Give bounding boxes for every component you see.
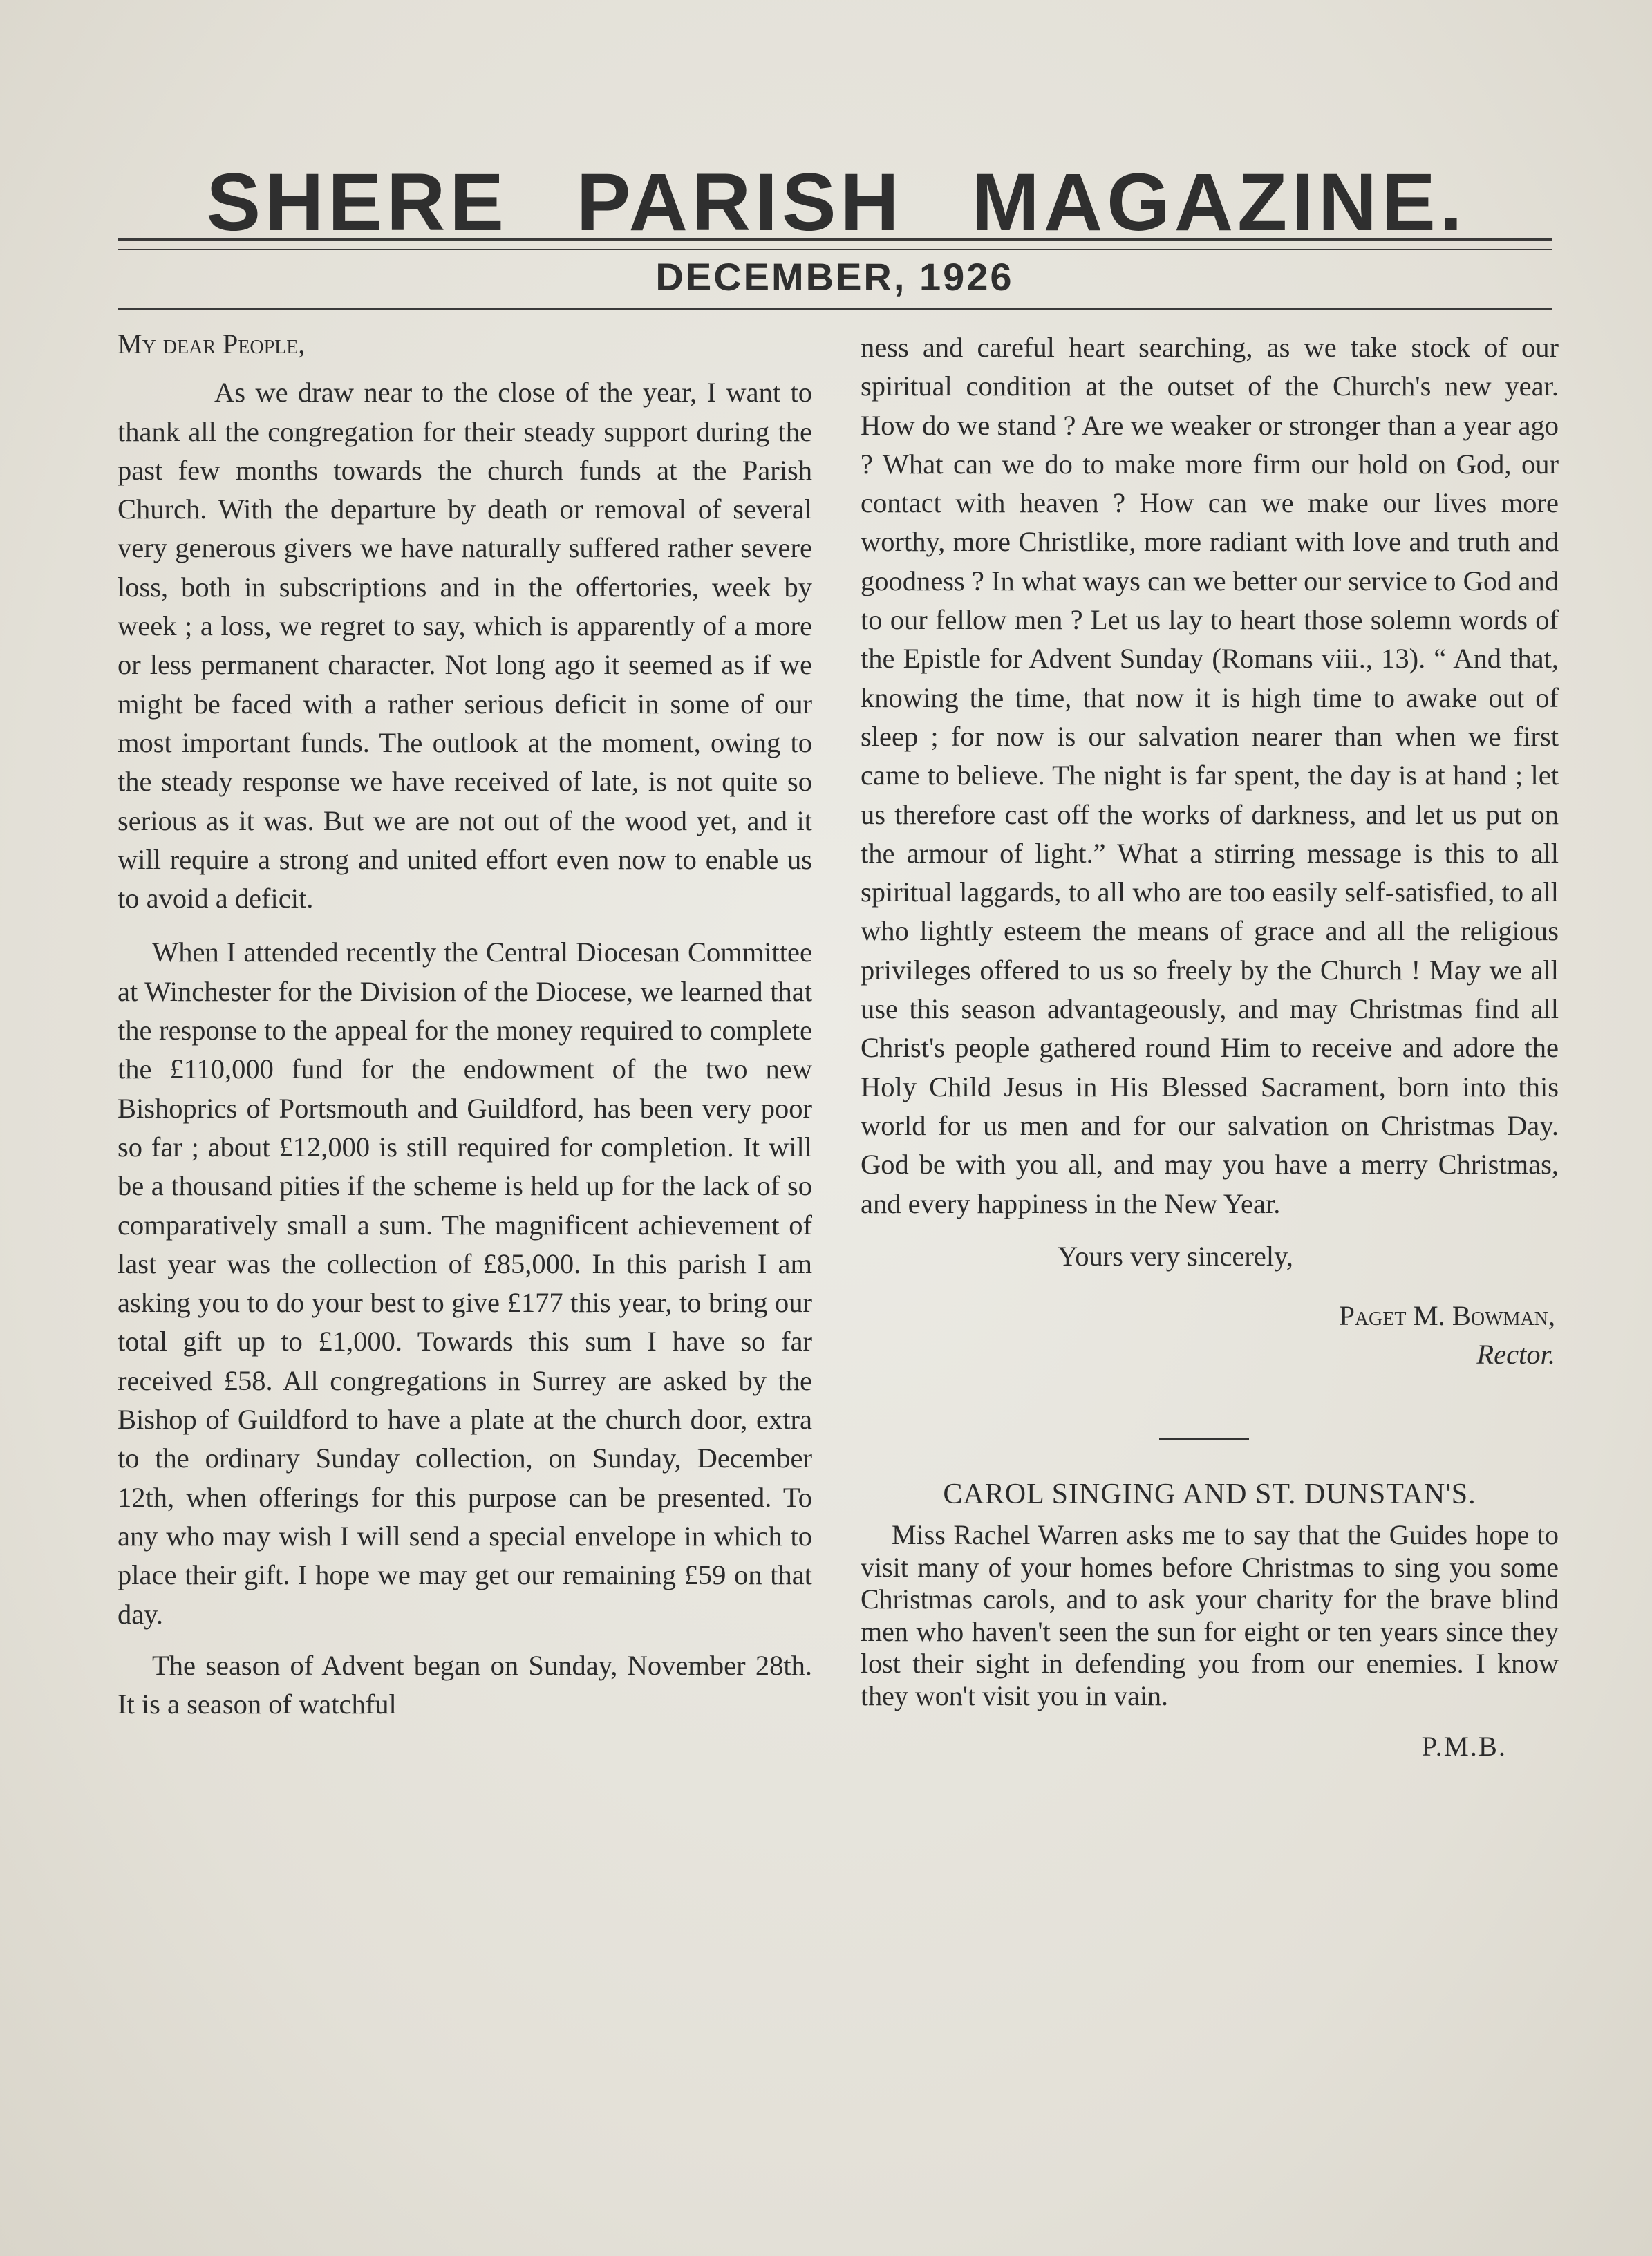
carol-heading: CAROL SINGING AND ST. DUNSTAN'S. (943, 1478, 1476, 1510)
right-column (861, 328, 1559, 1766)
dateline-rule (118, 308, 1552, 310)
issue-date: DECEMBER, 1926 (655, 255, 1014, 299)
letter-closing: Yours very sincerely, (1058, 1240, 1293, 1272)
letter-paragraph: The season of Advent began on Sunday, November 28th. It is a season of watchful (118, 1649, 812, 1720)
signatory-title: Rector. (1476, 1339, 1555, 1371)
letter-signature: Paget M. Bowman, (1339, 1300, 1555, 1332)
carol-body: Miss Rachel Warren asks me to say that the Guides hope to visit many of your homes before Christmas to sing you some Christmas carols, and to ask your charity for the brave blind men who haven't seen the sun for eight or ten years since they lost their sight in defending you from our enemies. I know they won't visit you in vain. (861, 1519, 1559, 1711)
letter-paragraph-continued: ness and careful heart searching, as we take stock of our spiritual condition at the outset of the Church's new year. How do we stand ? Are we weaker or stronger than a year ago ? What can we do to make more firm our hold on God, our contact with heaven ? How can we make our lives more worthy, more Christlike, more radiant with love and truth and goodness ? In what ways can we better our service to God and to our fellow men ? Let us lay to heart those solemn words of the Epistle for Advent Sunday (Romans viii., 13). “ And that, knowing the time, that now it is high time to awake out of sleep ; for now is our salvation nearer than when we first came to believe. The night is far spent, the day is at hand ; let us therefore cast off the works of darkness, and let us put on the armour of light.” What a stirring message is this to all spiritual laggards, to all who are too easily self-satisfied, to all who lightly esteem the means of grace and all the religious privileges offered to us so freely by the Church ! May we all use this season advantageously, and may Christmas find all Christ's people gathered round Him to receive and adore the Holy Child Jesus in His Blessed Sacrament, born into this world for us men and for our salvation on Christmas Day. God be with you all, and may you have a merry Christmas, and every happiness in the New Year. (861, 332, 1559, 1219)
masthead-title: SHERE PARISH MAGAZINE. (206, 157, 1467, 248)
letter-salutation: My dear People, (118, 328, 306, 359)
left-column (118, 325, 812, 1724)
section-divider (1159, 1438, 1249, 1440)
masthead-rule-top (118, 238, 1552, 241)
carol-initials: P.M.B. (1421, 1731, 1507, 1762)
letter-paragraph: As we draw near to the close of the year, I want to thank all the congregation for their steady support during the past few months towards the church funds at the Parish Church. With the departure by death or removal of several very generous givers we have naturally suffered rather severe loss, both in subscriptions and in the offertories, week by week ; a loss, we regret to say, which is apparently of a more or less permanent character. Not long ago it seemed as if we might be faced with a rather serious deficit in some of our most important funds. The outlook at the moment, owing to the steady response we have received of late, is not quite so serious as it was. But we are not out of the wood yet, and it will require a strong and united effort even now to enable us to avoid a deficit. (118, 377, 812, 914)
letter-paragraph: When I attended recently the Central Diocesan Committee at Winchester for the Division of the Diocese, we learned that the response to the appeal for the money required to complete the £110,000 fund for the endowment of the two new Bishoprics of Portsmouth and Guildford, has been very poor so far ; about £12,000 is still required for completion. It will be a thousand pities if the scheme is held up for the lack of so comparatively small a sum. The magnificent achievement of last year was the collection of £85,000. In this parish I am asking you to do your best to give £177 this year, to bring our total gift up to £1,000. Towards this sum I have so far received £58. All congregations in Surrey are asked by the Bishop of Guildford to have a plate at the church door, extra to the ordinary Sunday collection, on Sunday, December 12th, when offerings for this purpose can be presented. To any who may wish I will send a special envelope in which to place their gift. I hope we may get our remaining £59 on that day. (118, 937, 812, 1630)
masthead-rule-thin (118, 249, 1552, 250)
